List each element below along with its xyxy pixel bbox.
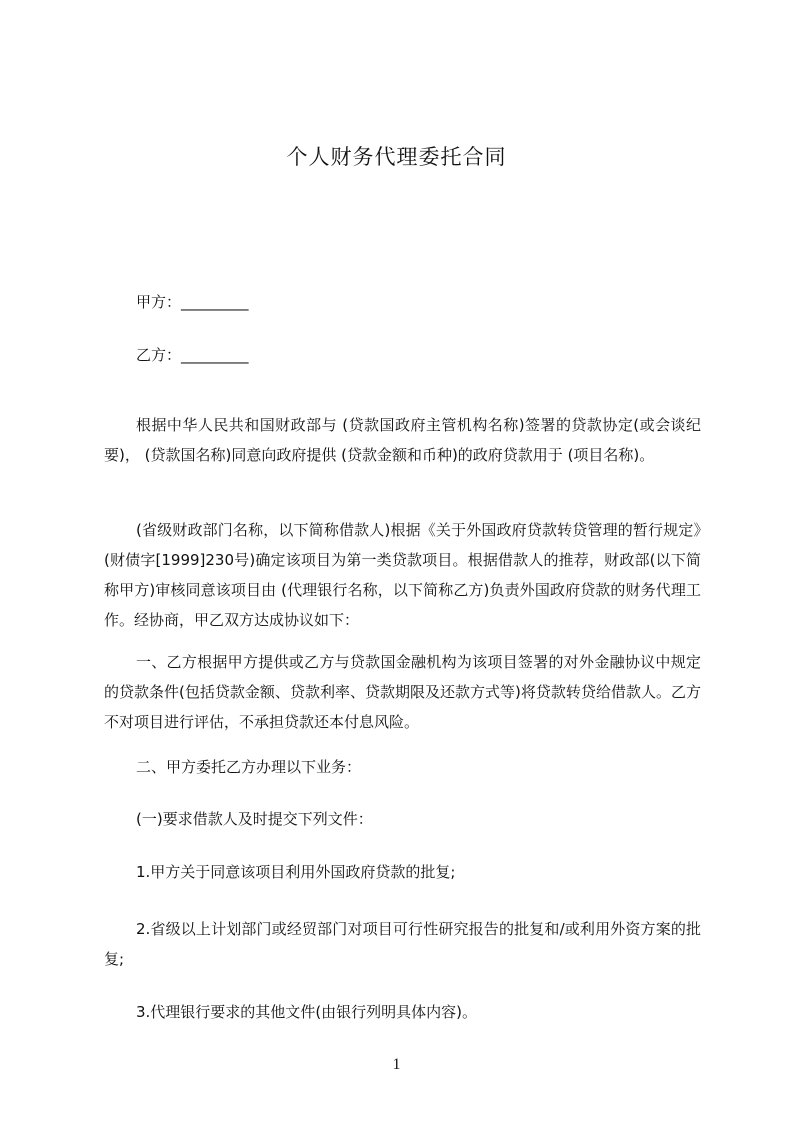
clause-one: 一、乙方根据甲方提供或乙方与贷款国金融机构为该项目签署的对外金融协议中规定的贷款条件(包括贷款金额、贷款利率、贷款期限及还款方式等)将贷款转贷给借款人。乙方不对项目进行评估，不承担贷款还本付息风险。 xyxy=(104,653,701,731)
paragraph-borrower-agent: (省级财政部门名称，以下简称借款人)根据《关于外国政府贷款转贷管理的暂行规定》(财债字[1999]230号)确定该项目为第一类贷款项目。根据借款人的推荐，财政部(以下简称甲方)审核同意该项目由 (代理银行名称，以下简称乙方)负责外国政府贷款的财务代理工作。经协商，甲乙双方达成协议如下： xyxy=(104,521,701,629)
paragraph-loan-agreement: 根据中华人民共和国财政部与 (贷款国政府主管机构名称)签署的贷款协定(或会谈纪要)， (贷款国名称)同意向政府提供 (贷款金额和币种)的政府贷款用于 (项目名称)。 xyxy=(104,416,701,464)
list-item-1: 1.甲方关于同意该项目利用外国政府贷款的批复; xyxy=(136,863,456,881)
party-a-line: 甲方：_________ xyxy=(136,293,249,311)
party-b-line: 乙方：_________ xyxy=(136,346,249,364)
page-number: 1 xyxy=(392,1056,401,1073)
list-item-3: 3.代理银行要求的其他文件(由银行列明具体内容)。 xyxy=(136,1003,478,1021)
document-title: 个人财务代理委托合同 xyxy=(286,145,507,169)
clause-two: 二、甲方委托乙方办理以下业务： xyxy=(136,758,362,776)
subclause-documents: (一)要求借款人及时提交下列文件： xyxy=(136,810,373,828)
list-item-2: 2.省级以上计划部门或经贸部门对项目可行性研究报告的批复和/或利用外资方案的批复; xyxy=(104,920,701,968)
